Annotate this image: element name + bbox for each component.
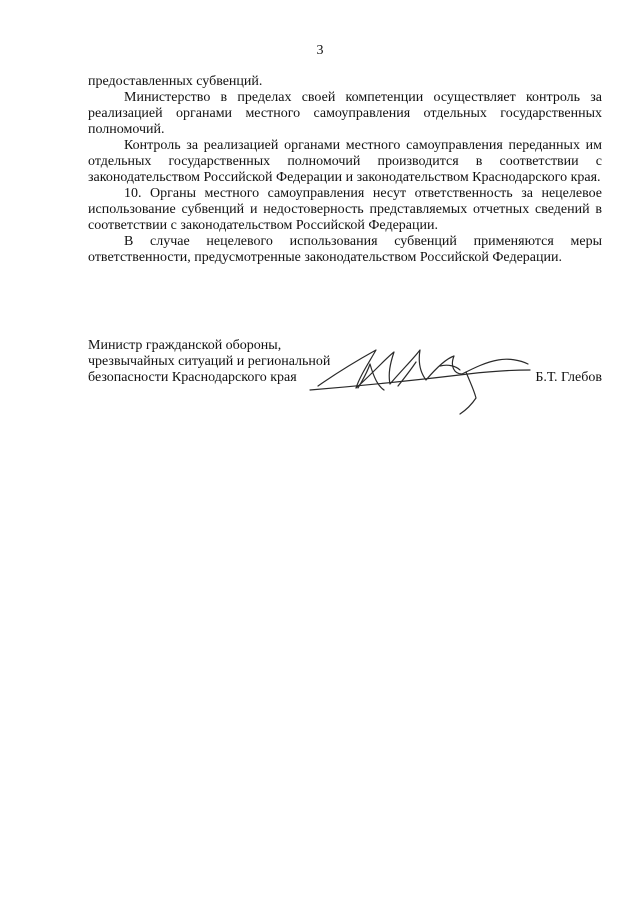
document-body [88,74,602,266]
paragraph-ministry-control: Министерство в пределах своей компетенции осуществляет контроль за реализацией органами местного самоуправления отдельных государственных полномочий. [88,90,602,137]
paragraph-responsibility: 10. Органы местного самоуправления несут ответственность за нецелевое использование субвенций и недостоверность представляемых отчетных сведений в соответствии с законодательством Российской Федерации. [88,186,602,233]
signature-block [88,338,602,418]
signatory-title-line: Министр гражданской обороны, [88,338,282,353]
handwritten-signature [298,328,538,418]
signatory-title-line: безопасности Краснодарского края [88,370,297,385]
paragraph-continuation: предоставленных субвенций. [88,74,263,89]
signatory-name: Б.Т. Глебов [535,370,602,385]
page-number: 3 [316,43,324,58]
signatory-title-line: чрезвычайных ситуаций и региональной [88,354,331,369]
paragraph-control-legislation: Контроль за реализацией органами местного самоуправления переданных им отдельных государственных полномочий производится в соответствии с законодательством Российской Федерации и законодательством Краснодарского края. [88,138,602,185]
paragraph-misuse-measures: В случае нецелевого использования субвенций применяются меры ответственности, предусмотренные законодательством Российской Федерации. [88,234,602,265]
